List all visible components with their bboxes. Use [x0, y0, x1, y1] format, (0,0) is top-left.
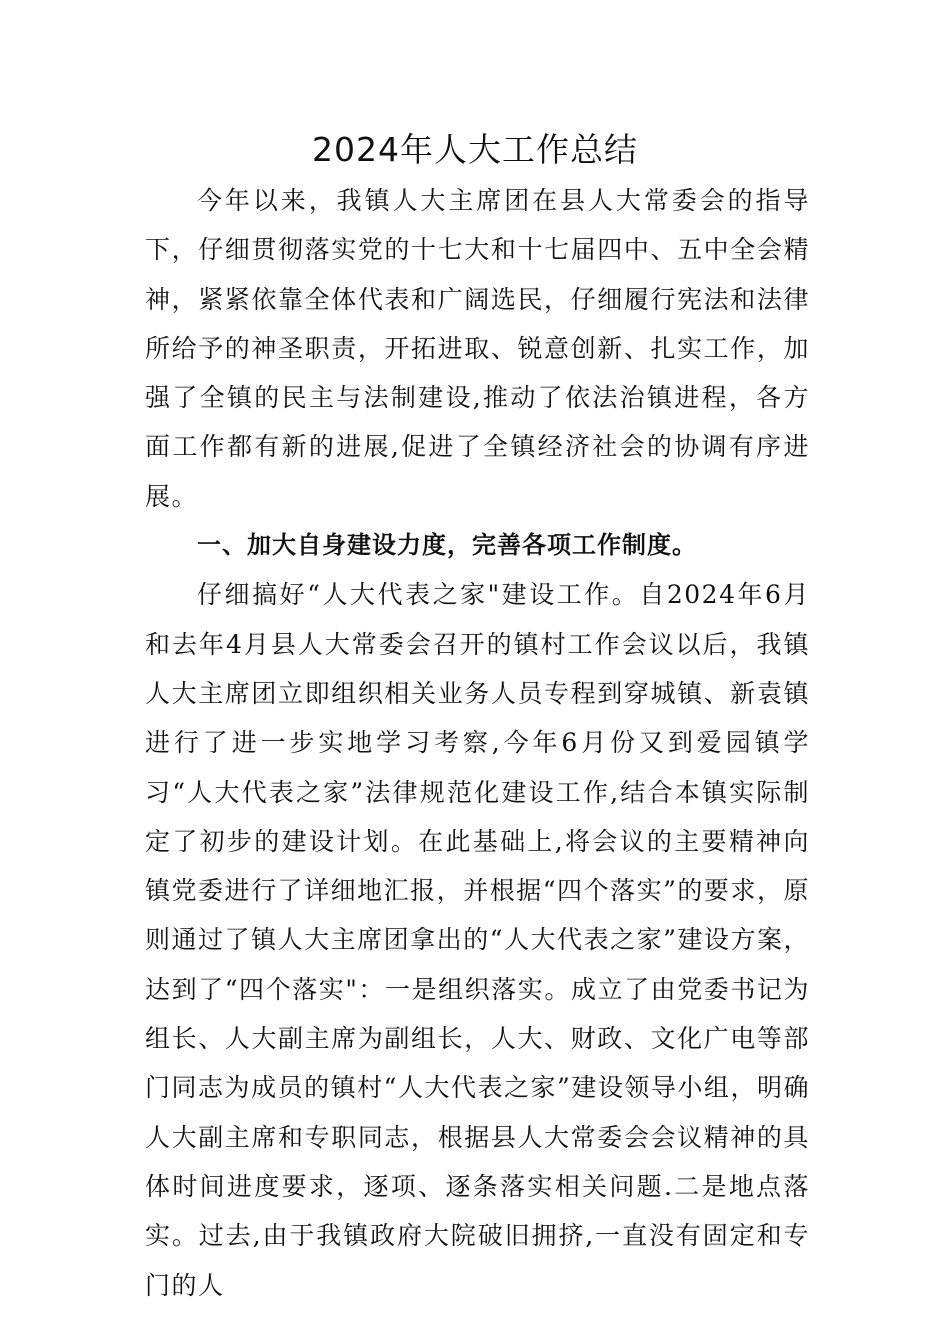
section-heading: 一、加大自身建设力度，完善各项工作制度。 [197, 531, 697, 560]
document-title: 2024年人大工作总结 [312, 130, 638, 169]
intro-paragraph: 今年以来，我镇人大主席团在县人大常委会的指导下，仔细贯彻落实党的十七大和十七届四中、五中全会精神，紧紧依靠全体代表和广阔选民，仔细履行宪法和法律所给予的神圣职责，开拓进取、锐意创新、扎实工作，加强了全镇的民主与法制建设,推动了依法治镇进程，各方面工作都有新的进展,促进了全镇经济社会的协调有序进展。 [145, 186, 810, 511]
section-paragraph: 仔细搞好“人大代表之家"建设工作。自2024年6月和去年4月县人大常委会召开的镇村工作会议以后，我镇人大主席团立即组织相关业务人员专程到穿城镇、新袁镇进行了进一步实地学习考察,今年6月份又到爱园镇学习“人大代表之家”法律规范化建设工作,结合本镇实际制定了初步的建设计划。在此基础上,将会议的主要精神向镇党委进行了详细地汇报，并根据“四个落实”的要求，原则通过了镇人大主席团拿出的“人大代表之家”建设方案，达到了“四个落实"：一是组织落实。成立了由党委书记为组长、人大副主席为副组长，人大、财政、文化广电等部门同志为成员的镇村“人大代表之家”建设领导小组，明确人大副主席和专职同志，根据县人大常委会会议精神的具体时间进度要求，逐项、逐条落实相关问题.二是地点落实。过去,由于我镇政府大院破旧拥挤,一直没有固定和专门的人 [145, 580, 810, 1300]
document-body [145, 176, 810, 1310]
